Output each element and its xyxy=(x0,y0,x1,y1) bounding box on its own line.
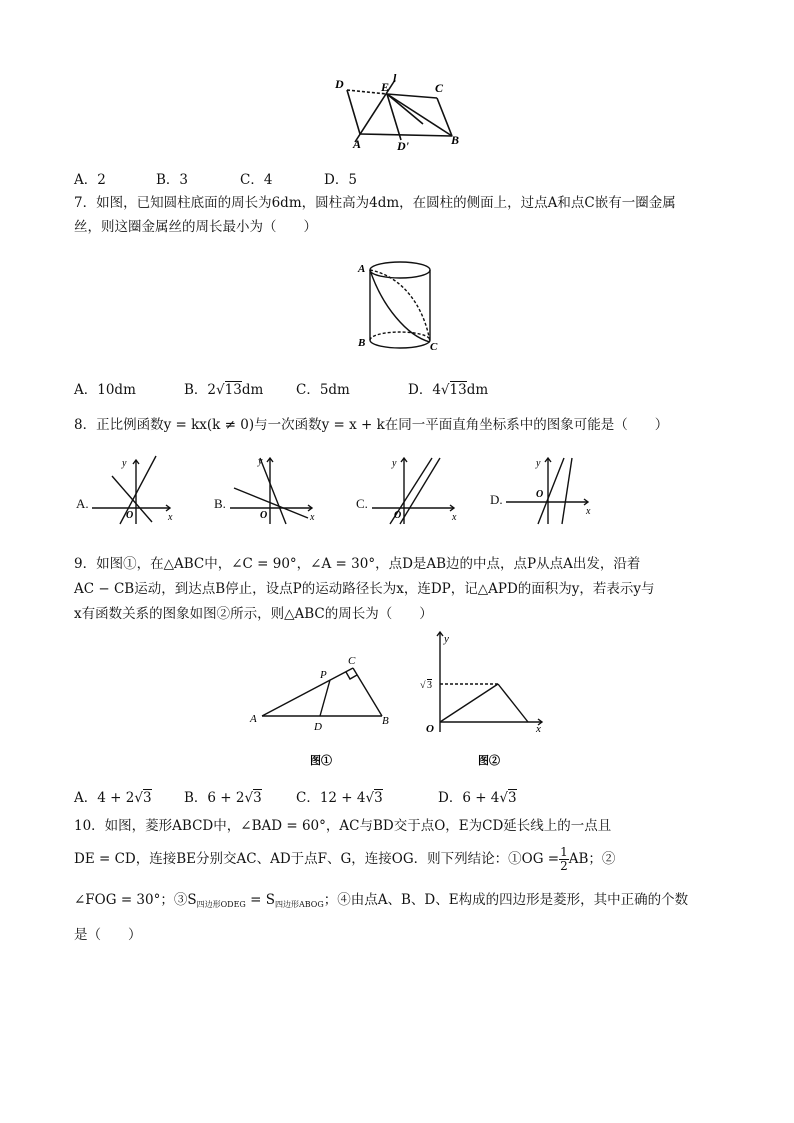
q9-option-b: B．6 + 2√3 xyxy=(184,790,262,806)
q8-graph-c-label: C. xyxy=(356,496,368,511)
svg-text:C: C xyxy=(348,655,356,667)
q7-question-line1: 7．如图，已知圆柱底面的周长为6dm，圆柱高为4dm，在圆柱的侧面上，过点A和点C嵌有一圈金属 xyxy=(74,195,676,211)
q8-graph-d xyxy=(490,452,594,526)
svg-text:y: y xyxy=(444,633,449,645)
q9-figure-2-caption: 图② xyxy=(478,755,500,767)
svg-text:O: O xyxy=(260,510,268,521)
q6-label-b: B xyxy=(451,133,460,147)
q9-option-d: D．6 + 4√3 xyxy=(438,790,517,806)
q7-label-c: C xyxy=(430,341,438,353)
q9-question-line3: x有函数关系的图象如图②所示，则△ABC的周长为（ ） xyxy=(74,606,433,622)
q8-graph-b-label: B. xyxy=(214,496,226,511)
q9-figure-1 xyxy=(248,632,398,772)
q6-label-a: A xyxy=(353,137,362,151)
svg-text:A: A xyxy=(250,713,257,725)
q7-option-c: C．5dm xyxy=(296,382,350,398)
svg-text:O: O xyxy=(126,510,134,521)
q7-option-a: A．10dm xyxy=(74,382,136,398)
q10-question-line1: 10．如图，菱形ABCD中，∠BAD = 60°，AC与BD交于点O，E为CD延长线上的一点且 xyxy=(74,818,612,834)
svg-text:P: P xyxy=(320,669,327,681)
svg-text:y: y xyxy=(536,458,541,469)
q9-question-line1: 9．如图①，在△ABC中，∠C = 90°，∠A = 30°，点D是AB边的中点，点P从点A出发，沿着 xyxy=(74,556,641,572)
q7-label-b: B xyxy=(358,337,366,349)
q10-question-line2: DE = CD，连接BE分别交AC、AD于点F、G，连接OG．则下列结论：①OG = $\frac{1}{2}$ AB；② xyxy=(74,845,616,873)
q7-option-b: B．2√13dm xyxy=(184,382,264,398)
q6-label-dprime: D' xyxy=(397,139,409,152)
q8-graph-b xyxy=(214,452,318,526)
q6-label-e: E xyxy=(381,80,390,94)
q7-option-d: D．4√13dm xyxy=(408,382,489,398)
q8-graph-a-label: A. xyxy=(76,496,89,511)
svg-text:√: √ xyxy=(420,680,426,691)
q6-label-d: D xyxy=(335,77,344,91)
q10-question-line4: 是（ ） xyxy=(74,927,142,943)
svg-text:x: x xyxy=(310,512,315,523)
q9-option-a: A．4 + 2√3 xyxy=(74,790,152,806)
svg-text:y: y xyxy=(258,456,263,467)
q9-figure-2 xyxy=(412,628,552,774)
svg-text:x: x xyxy=(452,512,457,523)
q7-cylinder-figure xyxy=(352,256,442,356)
svg-text:O: O xyxy=(394,510,402,521)
q6-label-l: l xyxy=(393,71,397,85)
q6-label-c: C xyxy=(435,81,444,95)
q8-graph-c xyxy=(356,452,460,526)
q6-option-a: A．2 xyxy=(74,172,106,188)
q9-option-c: C．12 + 4√3 xyxy=(296,790,383,806)
svg-text:D: D xyxy=(314,721,322,733)
q7-question-line2: 丝，则这圈金属丝的周长最小为（ ） xyxy=(74,219,317,235)
q6-figure xyxy=(325,70,475,152)
svg-text:3: 3 xyxy=(427,680,432,691)
svg-text:x: x xyxy=(168,512,173,523)
q8-graph-a xyxy=(76,452,176,526)
svg-text:x: x xyxy=(536,723,541,735)
q8-graph-d-label: D. xyxy=(490,492,503,507)
q6-option-b: B．3 xyxy=(156,172,189,188)
q6-option-c: C．4 xyxy=(240,172,273,188)
svg-text:x: x xyxy=(586,506,591,517)
svg-text:y: y xyxy=(122,458,127,469)
q10-question-line3: ∠FOG = 30°；$③S_{四边形ODEG} = S_{四边形ABOG}$；④由点A、B、D、E构成的四边形是菱形，其中正确的个数 xyxy=(74,892,689,909)
q6-option-d: D．5 xyxy=(324,172,357,188)
q9-question-line2: AC − CB运动，到达点B停止，设点P的运动路径长为x，连DP，记△APD的面积为y，若表示y与 xyxy=(74,581,655,597)
q7-label-a: A xyxy=(358,263,366,275)
svg-text:y: y xyxy=(392,458,397,469)
q9-figure-1-caption: 图① xyxy=(310,755,332,767)
svg-text:O: O xyxy=(426,723,434,735)
q8-question: 8．正比例函数y = kx(k ≠ 0)与一次函数y = x + k在同一平面直角坐标系中的图象可能是（ ） xyxy=(74,417,669,433)
svg-text:B: B xyxy=(382,715,389,727)
svg-text:O: O xyxy=(536,489,544,500)
